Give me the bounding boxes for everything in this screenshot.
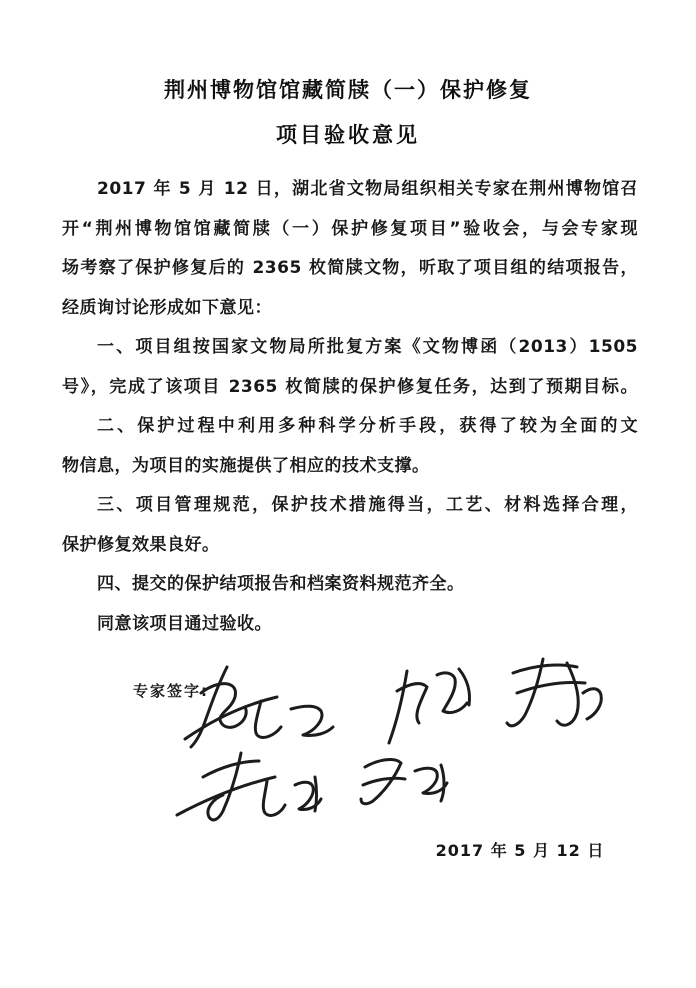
- document-date: 2017 年 5 月 12 日: [435, 841, 605, 860]
- body-line: 三、项目管理规范，保护技术措施得当，工艺、材料选择合理，: [97, 495, 638, 515]
- expert-signature-label: 专家签字:: [133, 682, 209, 700]
- document-title: [0, 78, 696, 147]
- handwritten-signature-4: [177, 753, 321, 820]
- title-line-1: 荆州博物馆馆藏简牍（一）保护修复: [164, 78, 532, 102]
- body-line: 四、提交的保护结项报告和档案资料规范齐全。: [97, 574, 465, 594]
- body-line: 二、保护过程中利用多种科学分析手段，获得了较为全面的文: [97, 416, 638, 436]
- body-line: 物信息，为项目的实施提供了相应的技术支撑。: [62, 455, 430, 476]
- handwritten-signature-3: [507, 659, 601, 726]
- body-line: 经质询讨论形成如下意见：: [62, 297, 272, 318]
- body-line: 同意该项目通过验收。: [97, 613, 272, 634]
- handwritten-signature-5: [361, 760, 447, 804]
- document-body: [62, 170, 638, 644]
- title-line-2: 项目验收意见: [276, 123, 420, 147]
- signatures-area: [115, 635, 655, 850]
- body-line: 保护修复效果良好。: [62, 534, 220, 555]
- body-line: 场考察了保护修复后的 2365 枚简牍文物，听取了项目组的结项报告，: [62, 258, 638, 278]
- handwritten-signature-2: [389, 669, 470, 743]
- body-line: 2017 年 5 月 12 日，湖北省文物局组织相关专家在荆州博物馆召: [97, 179, 638, 199]
- body-line: 开“荆州博物馆馆藏简牍（一）保护修复项目”验收会，与会专家现: [62, 218, 638, 239]
- handwritten-signature-1: [185, 667, 333, 747]
- body-line: 号》，完成了该项目 2365 枚简牍的保护修复任务，达到了预期目标。: [62, 376, 638, 397]
- signatures-svg: [115, 635, 655, 850]
- body-line: 一、项目组按国家文物局所批复方案《文物博函（2013）1505: [97, 337, 638, 357]
